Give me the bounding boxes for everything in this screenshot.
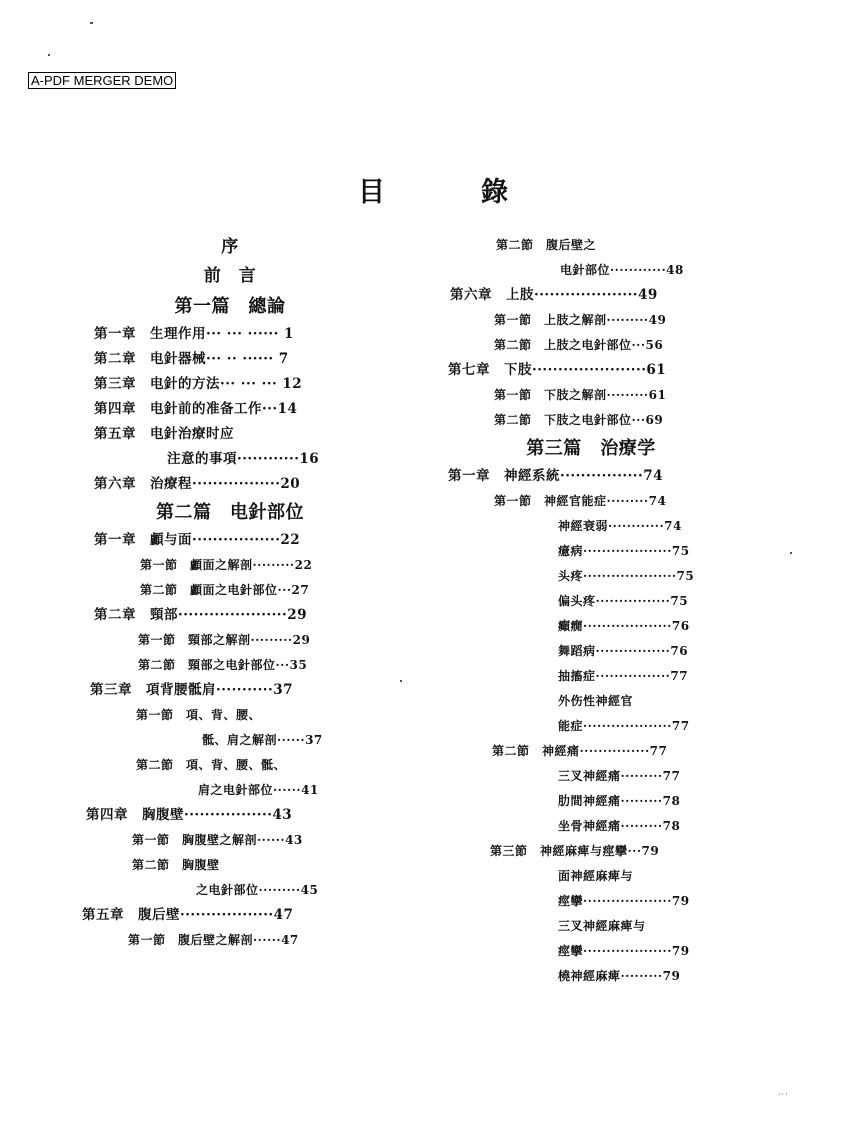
toc-entry: 面神經麻痺与 [558, 869, 634, 883]
toc-entry: 第三章 电針的方法··· ··· ··· 12 [94, 376, 303, 392]
toc-entry: 痙攣···················79 [558, 894, 690, 908]
toc-entry: 第四章 胸腹壁·················43 [86, 807, 293, 823]
toc-entry: 外伤性神經官 [558, 694, 634, 708]
toc-entry: 第二節 胸腹壁 [132, 858, 220, 872]
toc-entry: 第一節 腹后壁之解剖······47 [128, 933, 299, 947]
page-title [358, 170, 508, 209]
toc-entry: 第一節 胸腹壁之解剖······43 [132, 833, 303, 847]
toc-entry: 前 言 [203, 266, 257, 286]
toc-entry: 第七章 下肢······················61 [448, 362, 667, 378]
merger-demo-watermark: A-PDF MERGER DEMO [28, 72, 176, 89]
toc-entry: 第四章 电針前的准备工作···14 [94, 401, 298, 417]
toc-entry: 第二篇 电針部位 [156, 502, 304, 523]
toc-right-column [446, 233, 736, 989]
toc-entry: 之电針部位·········45 [196, 883, 319, 897]
toc-entry: 第二章 頸部·····················29 [94, 607, 307, 623]
toc-entry: 骶、肩之解剖······37 [202, 733, 323, 747]
toc-entry: 第六章 治療程·················20 [94, 476, 301, 492]
toc-entry: 第五章 电針治療时应 [94, 426, 234, 442]
toc-entry: 偏头疼················75 [558, 594, 689, 608]
toc-entry: 痙攣···················79 [558, 944, 690, 958]
toc-entry: 第一節 上肢之解剖·········49 [494, 313, 667, 327]
toc-entry: 第一節 頸部之解剖·········29 [138, 633, 311, 647]
toc-entry: 第二節 神經痛···············77 [492, 744, 668, 758]
toc-entry: 第五章 腹后壁··················47 [82, 907, 294, 923]
toc-entry: 第一節 顱面之解剖·········22 [140, 558, 313, 572]
toc-entry: 第二節 上肢之电針部位···56 [494, 338, 664, 352]
toc-entry: 第二章 电針器械··· ·· ······ 7 [94, 351, 289, 367]
toc-entry: 坐骨神經痛·········78 [558, 819, 681, 833]
toc-entry: 第一節 項、背、腰、 [136, 708, 262, 722]
toc-entry: 神經衰弱············74 [558, 519, 682, 533]
toc-entry: 第二節 下肢之电針部位···69 [494, 413, 664, 427]
toc-entry: 电針部位············48 [560, 263, 684, 277]
title-char-right: 錄 [481, 177, 508, 208]
toc-entry: 第二節 項、背、腰、骶、 [136, 758, 287, 772]
toc-entry: 第一節 下肢之解剖·········61 [494, 388, 667, 402]
toc-entry: 肩之电針部位······41 [198, 783, 319, 797]
toc-entry: 第三篇 治療学 [526, 438, 656, 459]
toc-entry: 癲癇···················76 [558, 619, 690, 633]
toc-entry: 第六章 上肢····················49 [450, 287, 658, 303]
toc-left-column [80, 233, 380, 953]
scan-speck [400, 680, 402, 682]
toc-entry: 肋間神經痛·········78 [558, 794, 681, 808]
toc-entry: 舞蹈病················76 [558, 644, 689, 658]
toc-entry: 三叉神經痛·········77 [558, 769, 681, 783]
toc-entry: 第一章 顱与面·················22 [94, 532, 301, 548]
toc-entry: 头疼····················75 [558, 569, 695, 583]
toc-entry: 第三節 神經麻痺与痙攣···79 [490, 844, 660, 858]
scan-speck [90, 22, 93, 24]
toc-entry: 第一篇 總論 [174, 296, 286, 317]
toc-entry: 抽搐症················77 [558, 669, 689, 683]
scan-speck [790, 552, 792, 554]
toc-entry: 三叉神經麻痺与 [558, 919, 646, 933]
toc-entry: 第一節 神經官能症·········74 [494, 494, 667, 508]
toc-entry: 第三章 項背腰骶肩···········37 [90, 682, 293, 698]
toc-entry: 癔病···················75 [558, 544, 690, 558]
title-char-left: 目 [358, 177, 385, 208]
toc-entry: 第二節 顱面之电針部位···27 [140, 583, 310, 597]
toc-entry: 能症···················77 [558, 719, 690, 733]
toc-entry: 第一章 神經系統················74 [448, 468, 663, 484]
toc-entry: 第二節 腹后壁之 [496, 238, 597, 252]
toc-entry: 序 [221, 237, 239, 257]
scan-speck [48, 54, 50, 56]
toc-entry: 橈神經麻痺·········79 [558, 969, 681, 983]
toc-entry: 第二節 頸部之电針部位···35 [138, 658, 308, 672]
toc-entry: 注意的事項············16 [167, 451, 320, 467]
page-marker: ··· [778, 1090, 789, 1099]
toc-entry: 第一章 生理作用··· ··· ······ 1 [94, 326, 294, 342]
